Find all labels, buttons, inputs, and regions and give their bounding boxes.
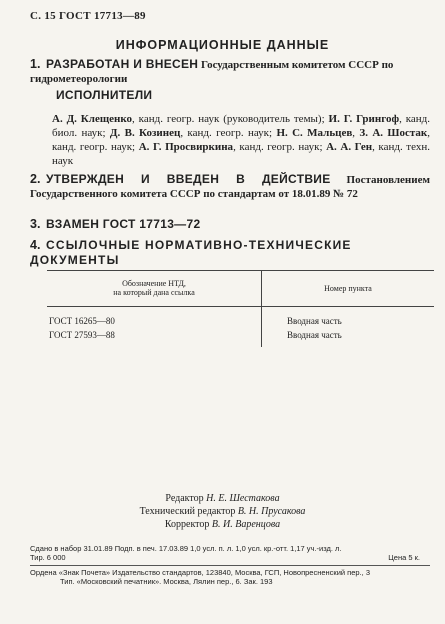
editor-role: Корректор	[164, 519, 210, 530]
reference-table-wrap	[47, 270, 434, 347]
executor-desc: , канд. геогр. наук;	[233, 141, 327, 153]
section-2-text: Постановлением Государственного комитета СССР по стандартам от 18.01.89 № 72	[30, 174, 430, 200]
imprint-line-2	[30, 553, 430, 562]
editor-name: В. И. Варенцова	[211, 519, 281, 530]
section-1	[30, 57, 430, 86]
executor-name: З. А. Шостак	[359, 127, 428, 139]
editor-role: Редактор	[165, 493, 204, 504]
editor-role: Технический редактор	[139, 506, 236, 517]
imprint-run: Тир. 6 000	[30, 553, 66, 562]
imprint-line-1: Сдано в набор 31.01.89 Подп. в печ. 17.03.89 1,0 усл. п. л. 1,0 усл. кр.-отт. 1,17 уч.-изд. л.	[30, 544, 342, 553]
executor-name: А. Д. Клещенко	[52, 113, 133, 125]
section-4-heading: ССЫЛОЧНЫЕ НОРМАТИВНО-ТЕХНИЧЕСКИЕ ДОКУМЕНТЫ	[30, 238, 352, 267]
col-item-header: Номер пункта	[262, 270, 435, 307]
section-2-number: 2.	[30, 172, 41, 186]
imprint-price: Цена 5 к.	[388, 553, 420, 562]
executor-desc: ,	[352, 127, 360, 139]
table-cell-item: Вводная часть	[287, 330, 342, 340]
executors-heading: ИСПОЛНИТЕЛИ	[56, 88, 153, 102]
section-2	[30, 172, 430, 201]
section-1-heading: РАЗРАБОТАН И ВНЕСЕН	[46, 57, 199, 71]
table-cell-doc: ГОСТ 27593—88	[47, 328, 262, 347]
reference-table	[47, 270, 434, 347]
imprint-line-3: Ордена «Знак Почета» Издательство стандартов, 123840, Москва, ГСП, Новопресненский пер., 3	[30, 568, 370, 577]
executors-list	[30, 112, 430, 168]
executor-name: А. Г. Просвиркина	[138, 141, 234, 153]
executor-name: А. А. Ген	[326, 141, 373, 153]
table-cell-item: Вводная часть	[287, 316, 342, 326]
editor-name: Н. Е. Шестакова	[206, 493, 280, 504]
executors-block	[30, 88, 430, 168]
editor-name: В. Н. Прусакова	[237, 506, 306, 517]
executor-desc: , канд. геогр. наук;	[180, 127, 277, 139]
section-4	[30, 238, 430, 268]
imprint-line-4: Тип. «Московский печатник». Москва, Лялин пер., 6. Зак. 193	[60, 577, 273, 586]
table-header-row	[47, 270, 434, 307]
imprint-print-data	[30, 544, 430, 562]
table-cell-doc: ГОСТ 16265—80	[47, 307, 262, 329]
section-3	[30, 217, 430, 232]
imprint-publisher	[30, 568, 430, 586]
section-3-number: 3.	[30, 217, 41, 231]
executor-name: И. Г. Грингоф	[328, 113, 400, 125]
col-doc-header-line2: на который дана ссылка	[113, 288, 195, 297]
section-1-text: Государственным комитетом СССР по гидрометеорологии	[30, 59, 394, 85]
editors-block	[0, 492, 445, 531]
table-row	[47, 328, 434, 347]
editor-line	[0, 492, 445, 505]
editor-line	[0, 505, 445, 518]
section-2-heading: УТВЕРЖДЕН И ВВЕДЕН В ДЕЙСТВИЕ	[46, 172, 331, 186]
section-1-number: 1.	[30, 57, 41, 71]
section-3-heading: ВЗАМЕН ГОСТ 17713—72	[46, 217, 201, 231]
executor-desc: , канд. геогр. наук;	[52, 127, 430, 153]
page-header: С. 15 ГОСТ 17713—89	[30, 10, 146, 22]
imprint-divider	[30, 565, 430, 566]
executor-name: Д. В. Козинец	[109, 127, 181, 139]
editor-line	[0, 518, 445, 531]
executor-desc: , канд. геогр. наук (руководитель темы);	[132, 113, 329, 125]
col-doc-header	[47, 270, 262, 307]
table-row	[47, 307, 434, 329]
executor-name: Н. С. Мальцев	[276, 127, 353, 139]
executor-desc: , канд. биол. наук;	[52, 113, 430, 139]
page-title: ИНФОРМАЦИОННЫЕ ДАННЫЕ	[115, 38, 330, 52]
section-4-number: 4.	[30, 238, 41, 252]
col-doc-header-line1: Обозначение НТД,	[122, 279, 186, 288]
executor-desc: , канд. техн. наук	[52, 141, 430, 167]
